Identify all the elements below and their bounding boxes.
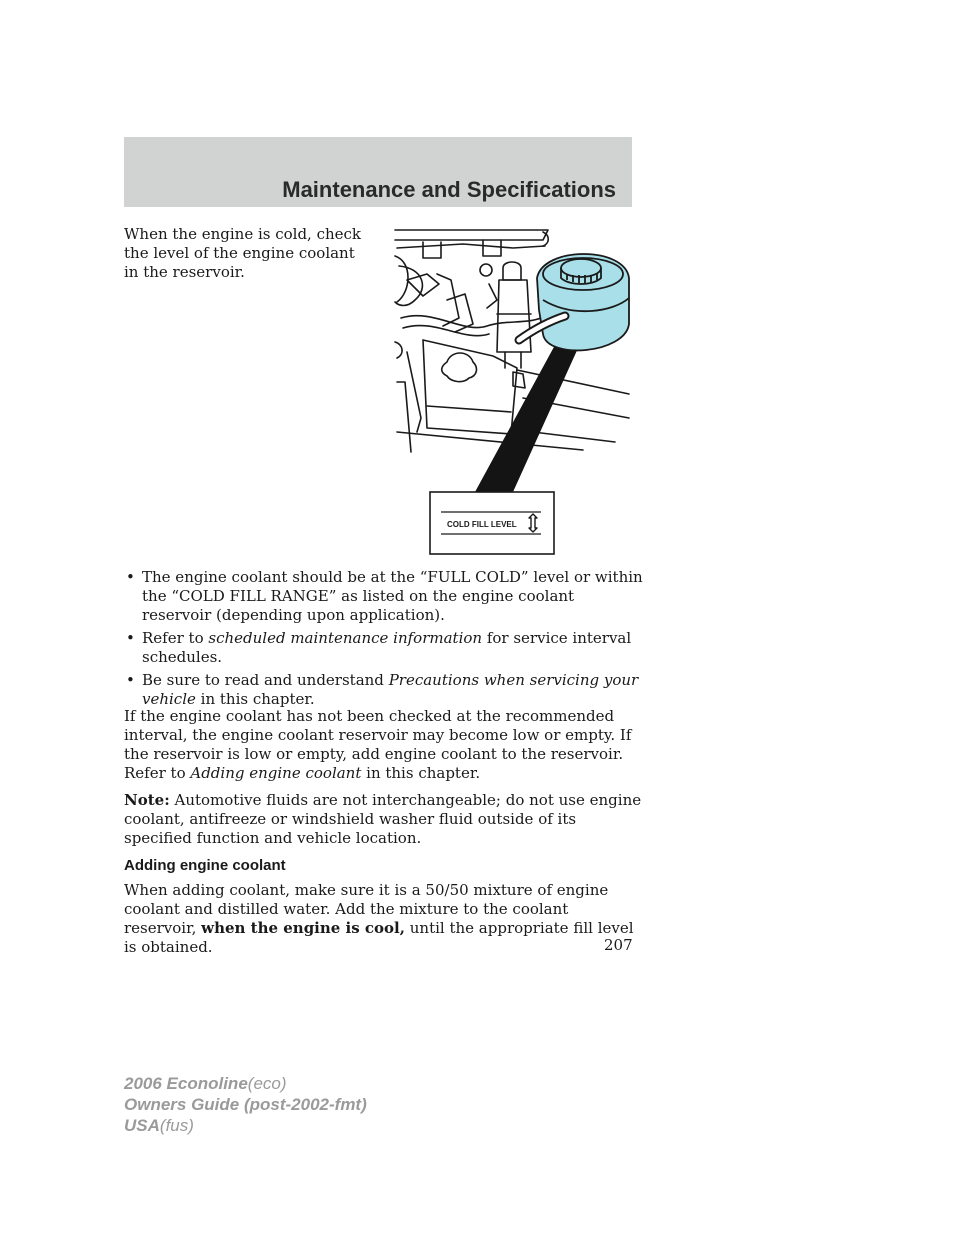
reference-scheduled-maintenance: scheduled maintenance information <box>208 629 483 647</box>
coolant-reservoir-figure <box>393 222 633 558</box>
bullet-item: • Be sure to read and understand Precautions when servicing your vehicle in this chapter. <box>126 671 639 708</box>
subheading-adding-coolant: Adding engine coolant <box>124 857 286 874</box>
cold-fill-level-label: COLD FILL LEVEL <box>447 520 517 529</box>
bullet-item: • The engine coolant should be at the “FULL COLD” level or within the “COLD FILL RANGE” as listed on the engine coolant reservoir (depending upon application). <box>126 568 643 624</box>
note-paragraph: Note: Automotive fluids are not interchangeable; do not use engine coolant, antifreeze or windshield washer fluid outside of its specified function and vehicle location. <box>124 791 642 847</box>
main-text <box>124 707 644 965</box>
reference-adding-coolant: Adding engine coolant <box>190 764 362 782</box>
intro-paragraph: When the engine is cold, check the level of the engine coolant in the reservoir. <box>124 225 362 281</box>
page-number: 207 <box>604 936 633 954</box>
section-title: Maintenance and Specifications <box>282 177 616 202</box>
bullet-item: • Refer to scheduled maintenance information for service interval schedules. <box>126 629 632 666</box>
bullet-dot-icon: • <box>126 629 135 647</box>
footer-meta: 2006 Econoline(eco) Owners Guide (post-2002-fmt) USA(fus) <box>124 1074 367 1135</box>
note-label: Note: <box>124 791 170 809</box>
reference-precautions: Precautions when servicing your vehicle <box>142 671 639 708</box>
paragraph-coolant-level: If the engine coolant has not been checked at the recommended interval, the engine coolant reservoir may become low or empty. If the reservoir is low or empty, add engine coolant to the reservoir. Refer to Adding engine coolant in this chapter. <box>124 707 632 782</box>
bullet-dot-icon: • <box>126 671 135 689</box>
bullet-list <box>124 568 644 713</box>
header-band <box>124 137 632 207</box>
bullet-dot-icon: • <box>126 568 135 586</box>
paragraph-adding-coolant: When adding coolant, make sure it is a 50/50 mixture of engine coolant and distilled water. Add the mixture to the coolant reservoir, when the engine is cool, until the appropriate fill level is obtained. <box>124 881 634 956</box>
engine-bay-illustration <box>393 222 633 558</box>
